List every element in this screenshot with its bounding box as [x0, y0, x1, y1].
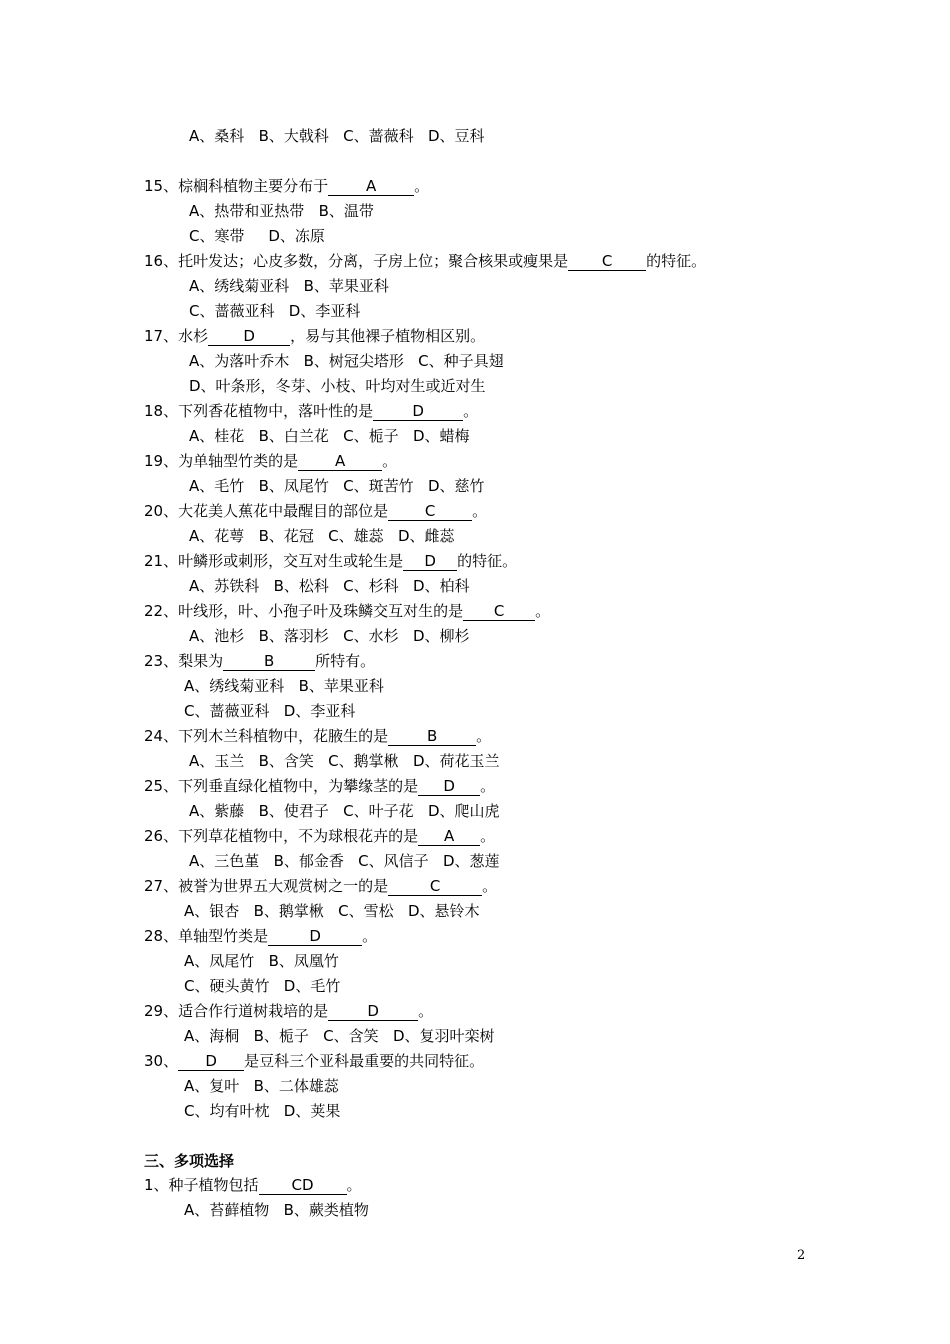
- question-text: 22、叶线形，叶、小孢子叶及珠鳞交互对生的是: [144, 602, 464, 620]
- question-24: [144, 726, 491, 746]
- question-text: 21、叶鳞形或刺形，交互对生或轮生是: [144, 552, 404, 570]
- options-line: C、均有叶枕 D、荚果: [184, 1102, 341, 1120]
- question-text-end: 。: [418, 1002, 434, 1020]
- question-29: [144, 1001, 433, 1021]
- multi-question-1: [144, 1175, 362, 1195]
- question-text: 30、: [144, 1052, 179, 1070]
- question-text-end: 。: [480, 777, 496, 795]
- question-text-end: 。: [362, 927, 378, 945]
- question-15: [144, 176, 429, 196]
- question-text-end: 的特征。: [646, 252, 707, 270]
- question-text: 27、被誉为世界五大观赏树之一的是: [144, 877, 389, 895]
- answer-blank: B: [223, 653, 315, 671]
- question-26: [144, 826, 495, 846]
- options-line: A、三色堇 B、郁金香 C、风信子 D、葱莲: [189, 852, 500, 870]
- question-text-end: 。: [482, 877, 498, 895]
- options-line: D、叶条形，冬芽、小枝、叶均对生或近对生: [189, 377, 486, 395]
- answer-blank: D: [328, 1003, 418, 1021]
- question-text: 17、水杉: [144, 327, 209, 345]
- options-line: A、热带和亚热带 B、温带: [189, 202, 374, 220]
- question-text-end: 。: [463, 402, 479, 420]
- question-text: 19、为单轴型竹类的是: [144, 452, 299, 470]
- options-line: A、复叶 B、二体雄蕊: [184, 1077, 339, 1095]
- question-text-end: 。: [346, 1176, 362, 1194]
- question-text: 16、托叶发达；心皮多数，分离，子房上位；聚合核果或瘦果是: [144, 252, 569, 270]
- question-28: [144, 926, 377, 946]
- question-text-end: 所特有。: [315, 652, 376, 670]
- question-23: [144, 651, 375, 671]
- question-text: 26、下列草花植物中，不为球根花卉的是: [144, 827, 419, 845]
- answer-blank: A: [298, 453, 382, 471]
- question-text: 20、大花美人蕉花中最醒目的部位是: [144, 502, 389, 520]
- options-line: A、银杏 B、鹅掌楸 C、雪松 D、悬铃木: [184, 902, 480, 920]
- answer-blank: C: [388, 503, 472, 521]
- options-line: A、苔藓植物 B、蕨类植物: [184, 1201, 369, 1219]
- options-line: A、凤尾竹 B、凤凰竹: [184, 952, 339, 970]
- question-text-end: 。: [472, 502, 488, 520]
- question-text: 15、棕榈科植物主要分布于: [144, 177, 329, 195]
- options-line: A、桂花 B、白兰花 C、栀子 D、蜡梅: [189, 427, 470, 445]
- question-30: [144, 1051, 484, 1071]
- answer-blank: CD: [259, 1177, 347, 1195]
- answer-blank: D: [418, 778, 480, 796]
- options-line: A、毛竹 B、凤尾竹 C、斑苦竹 D、慈竹: [189, 477, 485, 495]
- question-text: 28、单轴型竹类是: [144, 927, 269, 945]
- question-20: [144, 501, 487, 521]
- question-text-end: 是豆科三个亚科最重要的共同特征。: [244, 1052, 485, 1070]
- options-line: C、硬头黄竹 D、毛竹: [184, 977, 341, 995]
- options-line: A、花萼 B、花冠 C、雄蕊 D、雌蕊: [189, 527, 455, 545]
- question-text-end: 。: [480, 827, 496, 845]
- question-text-end: 。: [476, 727, 492, 745]
- options-line: C、蔷薇亚科 D、李亚科: [189, 302, 361, 320]
- question-18: [144, 401, 478, 421]
- question-17: [144, 326, 485, 346]
- answer-blank: C: [568, 253, 646, 271]
- question-25: [144, 776, 495, 796]
- answer-blank: C: [388, 878, 482, 896]
- question-21: [144, 551, 517, 571]
- options-line: A、苏铁科 B、松科 C、杉科 D、柏科: [189, 577, 470, 595]
- options-line: A、玉兰 B、含笑 C、鹅掌楸 D、荷花玉兰: [189, 752, 500, 770]
- options-line: C、蔷薇亚科 D、李亚科: [184, 702, 356, 720]
- question-text-end: 。: [535, 602, 551, 620]
- options-line: A、紫藤 B、使君子 C、叶子花 D、爬山虎: [189, 802, 500, 820]
- options-line: A、池杉 B、落羽杉 C、水杉 D、柳杉: [189, 627, 470, 645]
- question-19: [144, 451, 397, 471]
- answer-blank: C: [463, 603, 535, 621]
- answer-blank: B: [388, 728, 476, 746]
- question-text-end: 。: [382, 452, 398, 470]
- answer-blank: A: [418, 828, 480, 846]
- options-line: A、绣线菊亚科 B、苹果亚科: [189, 277, 389, 295]
- answer-blank: D: [403, 553, 457, 571]
- options-line: A、为落叶乔木 B、树冠尖塔形 C、种子具翅: [189, 352, 504, 370]
- section-title: 三、多项选择: [144, 1152, 235, 1170]
- question-text: 29、适合作行道树栽培的是: [144, 1002, 329, 1020]
- question-text: 18、下列香花植物中，落叶性的是: [144, 402, 374, 420]
- answer-blank: D: [268, 928, 362, 946]
- question-text: 24、下列木兰科植物中，花腋生的是: [144, 727, 389, 745]
- answer-blank: A: [328, 178, 414, 196]
- question-text-end: 的特征。: [457, 552, 518, 570]
- question-text: 23、梨果为: [144, 652, 224, 670]
- question-27: [144, 876, 497, 896]
- answer-blank: D: [208, 328, 290, 346]
- options-line: A、绣线菊亚科 B、苹果亚科: [184, 677, 384, 695]
- question-text: 1、种子植物包括: [144, 1176, 259, 1194]
- question-16: [144, 251, 706, 271]
- question-22: [144, 601, 550, 621]
- options-line: C、寒带 D、冻原: [189, 227, 325, 245]
- question-text-end: ，易与其他裸子植物相区别。: [290, 327, 486, 345]
- page-number: 2: [797, 1248, 806, 1263]
- answer-blank: D: [373, 403, 463, 421]
- question-text: 25、下列垂直绿化植物中，为攀缘茎的是: [144, 777, 419, 795]
- options-line: A、桑科 B、大戟科 C、蔷薇科 D、豆科: [189, 127, 485, 145]
- question-text-end: 。: [414, 177, 430, 195]
- answer-blank: D: [178, 1053, 244, 1071]
- options-line: A、海桐 B、栀子 C、含笑 D、复羽叶栾树: [184, 1027, 495, 1045]
